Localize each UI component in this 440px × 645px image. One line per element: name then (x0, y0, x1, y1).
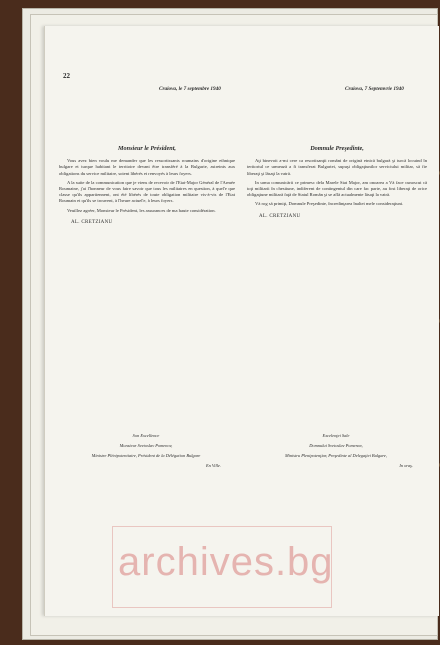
address-line: Son Excellence (132, 433, 160, 438)
date-romanian: Craiova, 7 Septemvrie 1940 (345, 86, 404, 92)
signature-french: AL. CRETZIANU (71, 219, 113, 225)
paragraph: Vous avez bien voulu me demander que les ressortissants roumains d'origine ethnique bulgare et turque habitant le territoire devant être transféré à la Bulgarie, astreints aux obligations du service militaire, soient libérés et renvoyés à leurs foyers. (59, 158, 235, 176)
letter-romanian (247, 146, 427, 220)
salutation-romanian: Domnule Preşedinte, (310, 145, 364, 152)
paragraph: Veuillez agréer, Monsieur le Président, les assurances de ma haute considération. (67, 207, 216, 213)
paragraph: In urma comunicării ce primesc dela Marele Stat Major, am onoarea a Vă face cunoscut că toţi militarii în chestiune, indiferent de contingentul din care fac parte, au fost liberaţi de orice obligaţiune militară faţă de Statul Român şi se află actualmente lăsaţi la vatră. (247, 179, 427, 198)
address-romanian (245, 431, 427, 471)
address-line: Ministre Plénipotentiaire, Président de la Délégation Bulgare (91, 453, 201, 458)
address-line: Excelenţei Sale (322, 433, 350, 438)
salutation-french: Monsieur le Président, (118, 145, 176, 152)
date-french: Craiova, le 7 septembre 1940 (159, 86, 221, 92)
address-city: In oraş. (399, 463, 413, 468)
address-line: Domnului Svetoslav Pomenov, (309, 443, 363, 448)
letter-french (59, 146, 235, 226)
watermark: archives.bg (118, 540, 334, 584)
page-number: 22 (63, 72, 70, 80)
address-line: Ministru Plenipotenţiar, Preşedinte al Delegaţiei Bulgare, (285, 453, 387, 458)
paragraph: A la suite de la communication que je viens de recevoir de l'Etat-Major Général de l'Armée Roumaine, j'ai l'honneur de vous faire savoir que tous les militaires en question, à quel'e que classe qu'ils appartiennent, ont été libérés de toute obligation militaire vis-à-vis de l'Etat Roumain et qu'ils se trouvent, à l'heure actuel'e, à leurs foyers. (59, 179, 235, 204)
address-french (57, 431, 235, 471)
paragraph: Vă rog să primiţi, Domnule Preşedinte, încredinţarea înaltei mele consideraţiuni. (255, 201, 404, 207)
address-city: En Ville. (205, 463, 221, 468)
signature-romanian: AL. CRETZIANU (259, 213, 301, 219)
address-line: Monsieur Svetoslav Pomenov, (119, 443, 173, 448)
paragraph: Aţi binevoit a-mi cere ca resortisanţii români de origină etnică bulgară şi turcă locuind în teritoriul ce urmează a fi transferat Bulgariei, supuşi obligaţiunilor serviciului militar, să fie liberaţi şi lăsaţi la vatră. (247, 158, 427, 176)
